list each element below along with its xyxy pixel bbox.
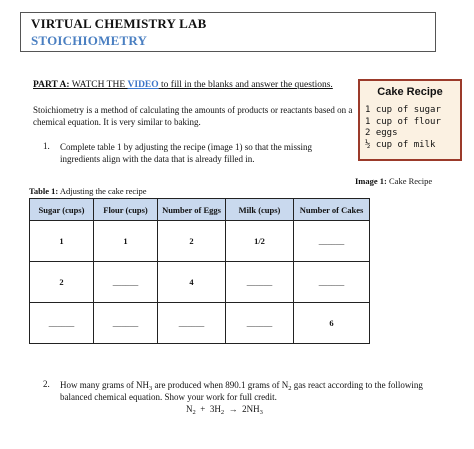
q2-subscript: 2: [288, 385, 292, 392]
equation-part: N: [186, 404, 193, 414]
equation-subscript: 3: [259, 409, 263, 416]
answer-blank[interactable]: ______: [94, 303, 158, 344]
title-box: [20, 12, 436, 52]
question-2-number: 2.: [43, 379, 50, 389]
table-cell: 2: [158, 221, 226, 262]
equation-part: → 2NH: [224, 404, 260, 414]
table-cell: 6: [294, 303, 370, 344]
video-link[interactable]: VIDEO: [127, 80, 159, 90]
recipe-item: ½ cup of milk: [365, 139, 436, 150]
lab-title: VIRTUAL CHEMISTRY LAB: [31, 16, 207, 31]
answer-blank[interactable]: ______: [294, 262, 370, 303]
table-cell: 1/2: [226, 221, 294, 262]
q2-text-part: How many grams of NH: [60, 380, 149, 390]
table-cell: 1: [30, 221, 94, 262]
table-cell: 2: [30, 262, 94, 303]
column-header: Number of Cakes: [294, 199, 370, 221]
column-header: Sugar (cups): [30, 199, 94, 221]
column-header: Number of Eggs: [158, 199, 226, 221]
recipe-item: 1 cup of sugar: [365, 105, 441, 115]
q2-text-part: are produced when 890.1 grams of N: [152, 380, 289, 390]
answer-blank[interactable]: ______: [94, 262, 158, 303]
answer-blank[interactable]: ______: [226, 303, 294, 344]
image-caption-label: Image 1:: [355, 176, 387, 186]
table-caption-label: Table 1:: [29, 186, 59, 196]
chemical-equation: [186, 404, 263, 414]
cake-recipe-table: [29, 198, 370, 344]
recipe-item: 2 eggs: [365, 128, 398, 138]
image-caption-text: Cake Recipe: [386, 176, 433, 186]
table-row: [30, 221, 370, 262]
lab-subtitle: STOICHIOMETRY: [31, 33, 148, 48]
table-header-row: [30, 199, 370, 221]
table-row: [30, 262, 370, 303]
column-header: Milk (cups): [226, 199, 294, 221]
question-1-number: 1.: [43, 141, 50, 151]
table-caption-text: Adjusting the cake recipe: [58, 186, 147, 196]
equation-subscript: 2: [192, 409, 196, 416]
part-a-text-before: WATCH THE: [69, 80, 128, 90]
answer-blank[interactable]: ______: [294, 221, 370, 262]
question-2-text: [60, 379, 430, 403]
part-a-label: PART A:: [33, 80, 70, 90]
q2-text-part: gas react according to the following balanced chemical equation. Show your work for full credit.: [60, 380, 423, 402]
table-cell: 1: [94, 221, 158, 262]
recipe-item: 1 cup of flour: [365, 116, 441, 127]
equation-subscript: 2: [220, 409, 225, 416]
question-1-text: Complete table 1 by adjusting the recipe (image 1) so that the missing ingredients align with the data that is already filled in.: [60, 142, 312, 164]
column-header: Flour (cups): [94, 199, 158, 221]
answer-blank[interactable]: ______: [30, 303, 94, 344]
equation-part: + 3H: [195, 404, 221, 414]
table-row: [30, 303, 370, 344]
image-caption: [355, 176, 432, 186]
table-cell: 4: [158, 262, 226, 303]
part-a-text-after: to fill in the blanks and answer the questions.: [158, 80, 333, 90]
recipe-list: [365, 105, 441, 151]
intro-paragraph: Stoichiometry is a method of calculating the amounts of products or reactants based on a chemical equation. It is very similar to baking.: [33, 105, 353, 127]
cake-recipe-card: [358, 79, 462, 161]
answer-blank[interactable]: ______: [158, 303, 226, 344]
recipe-title: Cake Recipe: [377, 86, 443, 98]
answer-blank[interactable]: ______: [226, 262, 294, 303]
part-a-instructions: [33, 80, 333, 90]
part-a-heading: [33, 80, 333, 90]
table-caption: [29, 186, 147, 196]
q2-subscript: 3: [149, 385, 153, 392]
